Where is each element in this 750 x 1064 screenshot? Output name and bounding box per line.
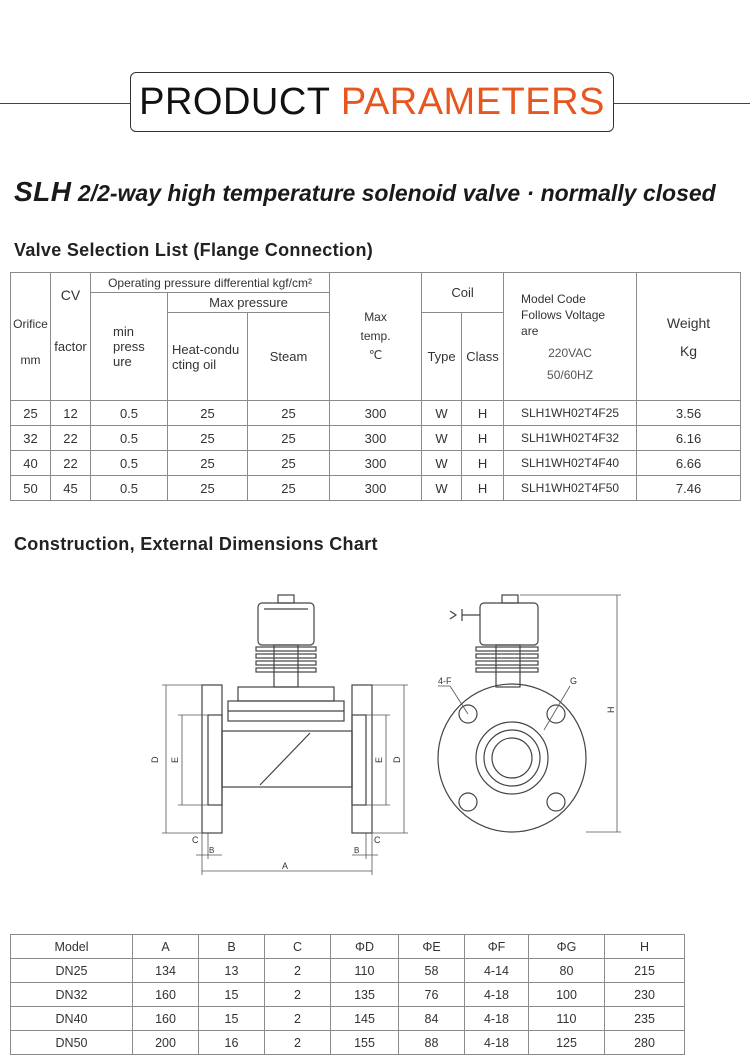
header-operating-pressure: Operating pressure differential kgf/cm² xyxy=(91,273,330,293)
dim-label-h: H xyxy=(606,706,616,713)
cell-min: 0.5 xyxy=(91,476,168,501)
header-min-pressure xyxy=(91,293,168,401)
header-orifice xyxy=(11,273,51,401)
construction-title: Construction, External Dimensions Chart xyxy=(14,534,378,554)
cell-min: 0.5 xyxy=(91,451,168,476)
header-model-code xyxy=(504,273,637,401)
page-title xyxy=(130,72,614,132)
voltage-label: 220VAC xyxy=(548,345,592,360)
cell-weight: 6.66 xyxy=(637,451,741,476)
header-rule-left xyxy=(0,103,130,104)
cell-class: H xyxy=(462,451,504,476)
cell-temp: 300 xyxy=(330,401,422,426)
cell-oil: 25 xyxy=(168,401,248,426)
table-row xyxy=(11,476,741,501)
header-cell: H xyxy=(605,935,685,959)
cell: 280 xyxy=(605,1031,685,1055)
cell-model: SLH1WH02T4F50 xyxy=(504,476,637,501)
dim-label-b2: B xyxy=(354,846,360,855)
header-cv xyxy=(51,273,91,401)
product-description: 2/2-way high temperature solenoid valve · normally closed xyxy=(71,180,716,206)
model-series: SLH xyxy=(14,176,72,207)
cell: 76 xyxy=(399,983,465,1007)
dim-label-g: G xyxy=(570,676,578,686)
cell-orifice: 40 xyxy=(11,451,51,476)
cell: 16 xyxy=(199,1031,265,1055)
cell: 110 xyxy=(529,1007,605,1031)
dimensions-header-row xyxy=(11,935,685,959)
cell-oil: 25 xyxy=(168,451,248,476)
cell: 145 xyxy=(331,1007,399,1031)
cell-weight: 7.46 xyxy=(637,476,741,501)
dim-label-a: A xyxy=(282,861,289,871)
header-weight-label: Weight xyxy=(666,314,711,331)
cell: 15 xyxy=(199,983,265,1007)
product-subtitle xyxy=(14,176,716,208)
header-type: Type xyxy=(422,313,462,401)
cell: 4-18 xyxy=(465,1007,529,1031)
cell-steam: 25 xyxy=(248,426,330,451)
table-row xyxy=(11,426,741,451)
cell-type: W xyxy=(422,476,462,501)
cell-orifice: 32 xyxy=(11,426,51,451)
cell-type: W xyxy=(422,401,462,426)
header-rule-right xyxy=(614,103,750,104)
selection-title: Valve Selection List (Flange Connection) xyxy=(14,240,374,260)
cell: DN50 xyxy=(11,1031,133,1055)
cell-temp: 300 xyxy=(330,476,422,501)
cell: 135 xyxy=(331,983,399,1007)
cell: 84 xyxy=(399,1007,465,1031)
cell: 58 xyxy=(399,959,465,983)
cell: 155 xyxy=(331,1031,399,1055)
cell: 110 xyxy=(331,959,399,983)
cell: 215 xyxy=(605,959,685,983)
header-cell: ΦF xyxy=(465,935,529,959)
cell: 100 xyxy=(529,983,605,1007)
header-max-pressure: Max pressure xyxy=(168,293,330,313)
cell-steam: 25 xyxy=(248,476,330,501)
cell-cv: 22 xyxy=(51,451,91,476)
table-row xyxy=(11,401,741,426)
cell: 125 xyxy=(529,1031,605,1055)
cell-steam: 25 xyxy=(248,451,330,476)
cell: 160 xyxy=(133,983,199,1007)
cell: 15 xyxy=(199,1007,265,1031)
cell-class: H xyxy=(462,426,504,451)
cell: DN25 xyxy=(11,959,133,983)
cell: 230 xyxy=(605,983,685,1007)
table-row xyxy=(11,959,685,983)
dim-label-e2: E xyxy=(374,756,384,763)
dim-label-f: 4-F xyxy=(438,676,452,686)
celsius-label: ℃ xyxy=(368,348,383,362)
cell-cv: 12 xyxy=(51,401,91,426)
cell: DN32 xyxy=(11,983,133,1007)
dimensions-table xyxy=(10,934,685,1055)
header-coil: Coil xyxy=(422,273,504,313)
cell: DN40 xyxy=(11,1007,133,1031)
cell: 2 xyxy=(265,1007,331,1031)
table-row xyxy=(11,1007,685,1031)
valve-side-view xyxy=(202,595,372,833)
cell: 4-14 xyxy=(465,959,529,983)
header-min-label: min press ure xyxy=(113,324,145,369)
cell-cv: 22 xyxy=(51,426,91,451)
cell: 2 xyxy=(265,1031,331,1055)
header-mm-label: mm xyxy=(20,353,41,367)
header-weight xyxy=(637,273,741,401)
cell-model: SLH1WH02T4F32 xyxy=(504,426,637,451)
header-cv-label: CV xyxy=(60,287,81,303)
cell: 4-18 xyxy=(465,1031,529,1055)
cell-orifice: 50 xyxy=(11,476,51,501)
table-row xyxy=(11,451,741,476)
dim-label-d: D xyxy=(150,756,160,763)
cell-oil: 25 xyxy=(168,476,248,501)
dim-label-c2: C xyxy=(374,835,381,845)
header-steam: Steam xyxy=(248,313,330,401)
cell-type: W xyxy=(422,426,462,451)
cell: 160 xyxy=(133,1007,199,1031)
cell-steam: 25 xyxy=(248,401,330,426)
cell-model: SLH1WH02T4F40 xyxy=(504,451,637,476)
cell: 2 xyxy=(265,983,331,1007)
dim-label-c: C xyxy=(192,835,199,845)
table-row xyxy=(11,1031,685,1055)
header-cell: Model xyxy=(11,935,133,959)
cell-class: H xyxy=(462,476,504,501)
header-model-label: Model Code Follows Voltage are xyxy=(521,291,606,338)
cell: 13 xyxy=(199,959,265,983)
header-cell: A xyxy=(133,935,199,959)
header-class: Class xyxy=(462,313,504,401)
valve-drawing xyxy=(150,585,630,885)
cell-oil: 25 xyxy=(168,426,248,451)
header-cell: ΦD xyxy=(331,935,399,959)
header-cell: ΦG xyxy=(529,935,605,959)
cell-min: 0.5 xyxy=(91,401,168,426)
cell-weight: 3.56 xyxy=(637,401,741,426)
header-cell: C xyxy=(265,935,331,959)
selection-table xyxy=(10,272,741,501)
valve-front-view xyxy=(438,595,586,832)
header-orifice-label: Orifice xyxy=(13,317,48,331)
cell: 134 xyxy=(133,959,199,983)
title-part-1: PRODUCT xyxy=(139,81,341,123)
cell-cv: 45 xyxy=(51,476,91,501)
cell: 4-18 xyxy=(465,983,529,1007)
cell-model: SLH1WH02T4F25 xyxy=(504,401,637,426)
cell-temp: 300 xyxy=(330,426,422,451)
header-cell: ΦE xyxy=(399,935,465,959)
title-part-2: PARAMETERS xyxy=(340,81,605,123)
header-max-temp-label: Max temp. xyxy=(360,310,391,343)
dim-label-e: E xyxy=(170,756,180,763)
dim-label-d2: D xyxy=(392,756,402,763)
header-heat-label: Heat-condu cting oil xyxy=(172,341,240,372)
header-heat-oil xyxy=(168,313,248,401)
cell: 200 xyxy=(133,1031,199,1055)
cell: 80 xyxy=(529,959,605,983)
cell: 88 xyxy=(399,1031,465,1055)
cell-class: H xyxy=(462,401,504,426)
frequency-label: 50/60HZ xyxy=(547,367,594,382)
cell: 2 xyxy=(265,959,331,983)
cell-min: 0.5 xyxy=(91,426,168,451)
header-factor-label: factor xyxy=(54,339,87,354)
header-cell: B xyxy=(199,935,265,959)
cell-temp: 300 xyxy=(330,451,422,476)
dim-label-b: B xyxy=(209,846,215,855)
cell-orifice: 25 xyxy=(11,401,51,426)
cell-weight: 6.16 xyxy=(637,426,741,451)
table-row xyxy=(11,983,685,1007)
cell: 235 xyxy=(605,1007,685,1031)
cell-type: W xyxy=(422,451,462,476)
header-max-temp xyxy=(330,273,422,401)
header-kg-label: Kg xyxy=(679,342,698,359)
